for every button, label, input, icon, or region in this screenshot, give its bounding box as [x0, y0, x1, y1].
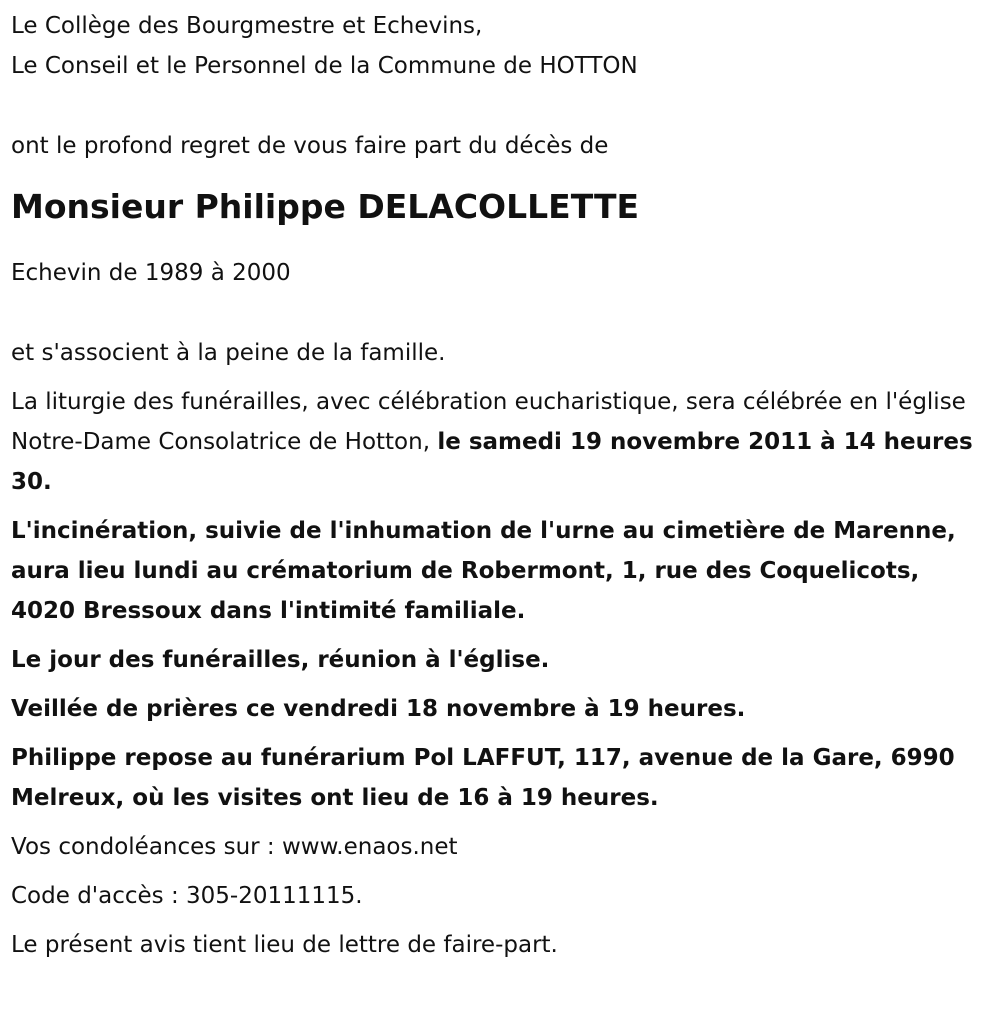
access-code-text: Code d'accès : 305-20111115. [11, 883, 363, 909]
funeral-date: le samedi 19 novembre 2011 à 14 heures 30. [11, 429, 973, 495]
condolences-text: Vos condoléances sur : www.enaos.net [11, 834, 458, 860]
gathering-text: Le jour des funérailles, réunion à l'église. [11, 647, 550, 673]
funeral-text: La liturgie des funérailles, avec célébration eucharistique, sera célébrée en l'église Notre-Dame Consolatrice de Hotton, [11, 389, 966, 455]
header-line-commune: Le Conseil et le Personnel de la Commune de HOTTON [11, 53, 638, 79]
repose-paragraph: Philippe repose au funérarium Pol LAFFUT, 117, avenue de la Gare, 6990 Melreux, où les visites ont lieu de 16 à 19 heures. [11, 745, 955, 811]
deceased-role: Echevin de 1989 à 2000 [11, 260, 291, 286]
header-line-college: Le Collège des Bourgmestre et Echevins, [11, 13, 483, 39]
intro-text: ont le profond regret de vous faire part du décès de [11, 133, 609, 159]
funeral-paragraph [11, 382, 991, 502]
cremation-paragraph: L'incinération, suivie de l'inhumation de l'urne au cimetière de Marenne, aura lieu lundi au crématorium de Robermont, 1, rue des Coquelicots, 4020 Bressoux dans l'intimité familiale. [11, 518, 956, 624]
death-notice [11, 0, 991, 965]
closing-text: Le présent avis tient lieu de lettre de faire-part. [11, 932, 558, 958]
deceased-name: Monsieur Philippe DELACOLLETTE [11, 187, 640, 226]
sympathy-text: et s'associent à la peine de la famille. [11, 340, 446, 366]
vigil-text: Veillée de prières ce vendredi 18 novembre à 19 heures. [11, 696, 746, 722]
